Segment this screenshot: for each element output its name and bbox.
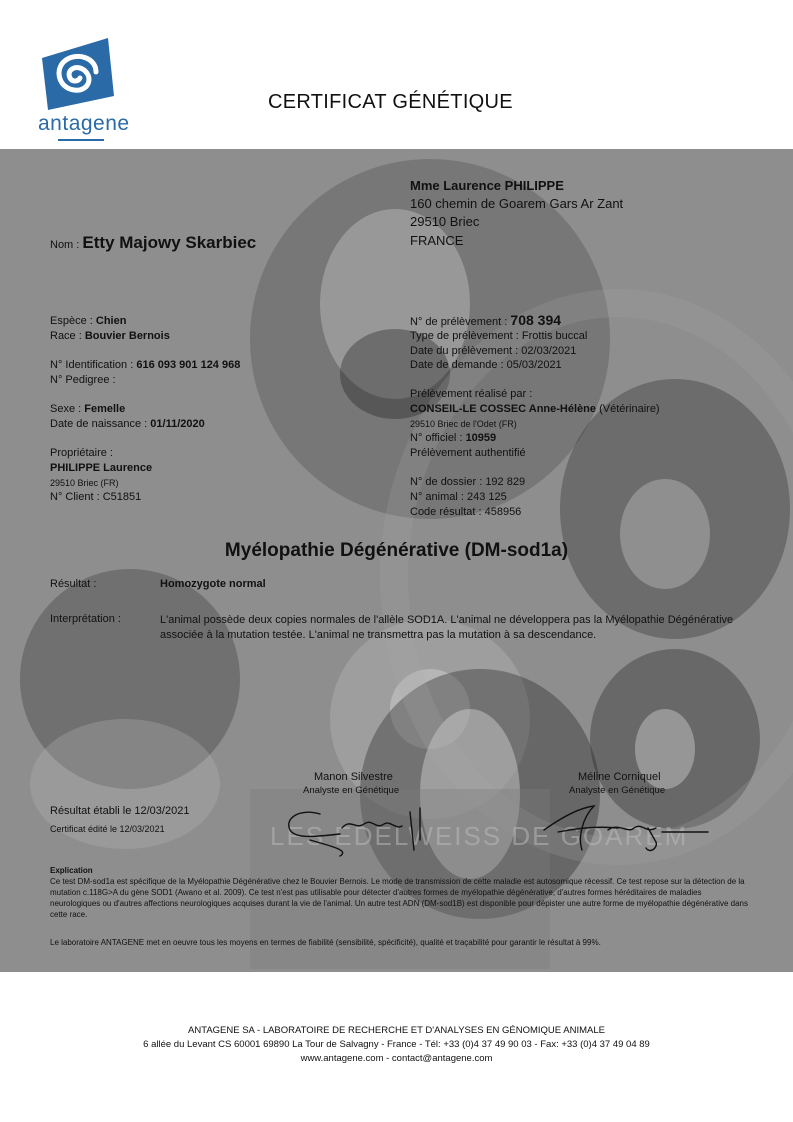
logo-underline (58, 139, 104, 141)
animal-name: Etty Majowy Skarbiec (82, 233, 257, 252)
species-value: Chien (95, 315, 127, 327)
watermark-text: LES EDELWEISS DE GOAREM (270, 821, 689, 851)
animal-number: N° animal : 243 125 (410, 491, 507, 503)
analyst2-name: Méline Corniquel (578, 771, 661, 783)
interpretation-label: Interprétation : (50, 613, 121, 625)
footer-website: www.antagene.com - contact@antagene.com (300, 1053, 493, 1064)
sex-label: Sexe : (50, 403, 82, 415)
analyst2-role: Analyste en Génétique (569, 785, 666, 796)
identification-value: 616 093 901 124 968 (136, 359, 241, 371)
sample-number-label: N° de prélèvement : (410, 316, 508, 328)
result-label: Résultat : (50, 578, 97, 590)
official-number-label: N° officiel : (410, 432, 463, 444)
sex-row (50, 403, 125, 415)
footer-address: 6 allée du Levant CS 60001 69890 La Tour de Salvagny - France - Tél: +33 (0)4 37 49 90 03 - Fax: +33 (0)4 37 49 04 89 (143, 1039, 650, 1050)
result-value: Homozygote normal (160, 578, 266, 590)
sampled-by-label: Prélèvement réalisé par : (410, 388, 533, 400)
pedigree-label: N° Pedigree : (50, 374, 116, 386)
page-title: CERTIFICAT GÉNÉTIQUE (268, 91, 513, 113)
analyst1-role: Analyste en Génétique (303, 785, 400, 796)
analyst1-name: Manon Silvestre (314, 771, 393, 783)
breed-label: Race : (50, 330, 82, 342)
birthdate-row (50, 418, 205, 430)
name-label: Nom : (50, 239, 80, 251)
birthdate-value: 01/11/2020 (150, 418, 205, 430)
analyst1-signature-icon (280, 800, 440, 860)
logo-text: antagene (38, 112, 130, 135)
breed-row (50, 330, 170, 342)
identification-label: N° Identification : (50, 359, 134, 371)
footer-lab-name: ANTAGENE SA - LABORATOIRE DE RECHERCHE ET D'ANALYSES EN GÉNOMIQUE ANIMALE (188, 1025, 605, 1036)
antagene-logo (38, 38, 128, 148)
request-date: Date de demande : 05/03/2021 (410, 359, 562, 371)
veterinarian-row (410, 403, 660, 415)
sample-authenticated: Prélèvement authentifié (410, 447, 526, 459)
veterinarian-city: 29510 Briec de l'Odet (FR) (410, 419, 517, 429)
explication-text: Ce test DM-sod1a est spécifique de la Myélopathie Dégénérative chez le Bouvier Bernois. Le mode de transmission de cette maladie est autosomique récessif. Ce test repose sur la détection de la mutation c.118G>A du gène SOD1 (Awano et al. 2009). Ce test n'est pas utilisable pour détecter d'autres formes de myélopathie dégénérative, d'autres formes héréditaires de maladies neurologiques ou d'autres affections neurologiques acquises durant la vie de l'animal. Un autre test ADN (DM-sod1B) est disponible pour dépister une autre forme de myélopathie dégénérative dans cette race. (50, 877, 748, 919)
result-code: Code résultat : 458956 (410, 506, 522, 518)
client-number: N° Client : C51851 (50, 491, 142, 503)
owner-name: Mme Laurence PHILIPPE (410, 178, 564, 193)
file-number: N° de dossier : 192 829 (410, 476, 526, 488)
species-row (50, 315, 126, 327)
official-number-value: 10959 (465, 432, 497, 444)
logo-swirl-icon (38, 38, 118, 110)
owner-city: 29510 Briec (FR) (50, 478, 119, 488)
sample-date: Date du prélèvement : 02/03/2021 (410, 345, 577, 357)
reliability-statement: Le laboratoire ANTAGENE met en oeuvre tous les moyens en termes de fiabilité (sensibilité, spécificité), qualité et traçabilité pour garantir le résultat à 99%. (50, 938, 601, 947)
identification-row (50, 359, 240, 371)
analyst2-signature-icon (538, 798, 718, 860)
veterinarian-name: CONSEIL-LE COSSEC Anne-Hélène (410, 403, 597, 415)
sample-number-row (410, 312, 561, 328)
birthdate-label: Date de naissance : (50, 418, 148, 430)
species-label: Espèce : (50, 315, 93, 327)
owner-short-name: PHILIPPE Laurence (50, 462, 153, 474)
interpretation-text: L'animal possède deux copies normales de l'allèle SOD1A. L'animal ne développera pas la Myélopathie Dégénérative associée à la mutation testée. L'animal ne transmettra pas la mutation à sa descendance. (160, 614, 734, 641)
owner-address-line3: FRANCE (410, 233, 464, 248)
explication-heading: Explication (50, 866, 93, 875)
result-established-date: Résultat établi le 12/03/2021 (50, 805, 190, 817)
owner-label: Propriétaire : (50, 447, 113, 459)
official-number-row (410, 432, 496, 444)
sample-type: Type de prélèvement : Frottis buccal (410, 330, 588, 342)
certificate-edited-date: Certificat édité le 12/03/2021 (50, 824, 165, 834)
breed-value: Bouvier Bernois (84, 330, 170, 342)
sex-value: Femelle (84, 403, 126, 415)
test-title: Myélopathie Dégénérative (DM-sod1a) (224, 540, 569, 561)
veterinarian-role: (Vétérinaire) (599, 403, 660, 415)
owner-address-line1: 160 chemin de Goarem Gars Ar Zant (410, 196, 624, 211)
animal-name-row (50, 233, 256, 253)
owner-address-line2: 29510 Briec (410, 214, 480, 229)
sample-number-value: 708 394 (510, 312, 562, 328)
